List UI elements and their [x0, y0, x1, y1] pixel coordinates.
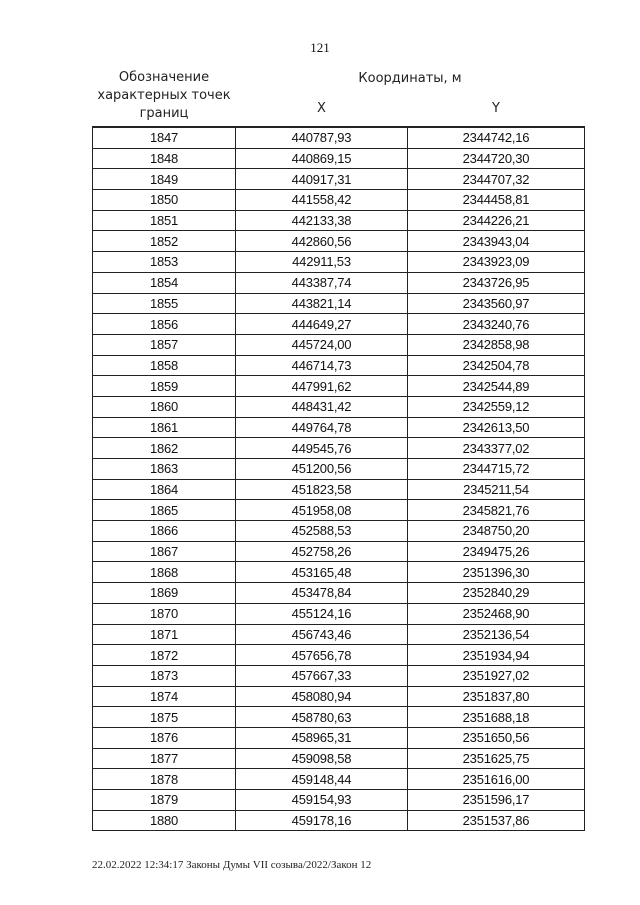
y-coordinate-cell: 2351927,02: [408, 665, 585, 686]
x-coordinate-cell: 457667,33: [236, 665, 408, 686]
x-coordinate-cell: 440787,93: [236, 127, 408, 148]
x-coordinate-cell: 453165,48: [236, 562, 408, 583]
x-coordinate-cell: 459098,58: [236, 748, 408, 769]
point-number-cell: 1867: [93, 541, 236, 562]
y-coordinate-cell: 2344715,72: [408, 459, 585, 480]
table-row: [93, 190, 585, 211]
y-coordinate-cell: 2343943,04: [408, 231, 585, 252]
point-number-cell: 1847: [93, 127, 236, 148]
y-coordinate-cell: 2342559,12: [408, 396, 585, 417]
table-row: [93, 314, 585, 335]
x-coordinate-cell: 447991,62: [236, 376, 408, 397]
x-coordinate-cell: 451823,58: [236, 479, 408, 500]
point-number-cell: 1862: [93, 438, 236, 459]
point-number-cell: 1864: [93, 479, 236, 500]
table-header: [93, 66, 585, 127]
header-points: Обозначение характерных точек границ: [97, 70, 231, 121]
x-coordinate-cell: 449764,78: [236, 417, 408, 438]
y-coordinate-cell: 2351616,00: [408, 769, 585, 790]
y-coordinate-cell: 2344720,30: [408, 148, 585, 169]
table-row: [93, 376, 585, 397]
y-coordinate-cell: 2342504,78: [408, 355, 585, 376]
footer-stamp: 22.02.2022 12:34:17 Законы Думы VII созыва/2022/Закон 12: [92, 859, 372, 871]
x-coordinate-cell: 445724,00: [236, 334, 408, 355]
x-coordinate-cell: 458080,94: [236, 686, 408, 707]
table-row: [93, 645, 585, 666]
point-number-cell: 1856: [93, 314, 236, 335]
coordinates-table: [92, 66, 585, 831]
y-coordinate-cell: 2345211,54: [408, 479, 585, 500]
y-coordinate-cell: 2351537,86: [408, 810, 585, 831]
point-number-cell: 1879: [93, 790, 236, 811]
table-row: [93, 272, 585, 293]
x-coordinate-cell: 443821,14: [236, 293, 408, 314]
table-row: [93, 148, 585, 169]
y-coordinate-cell: 2351837,80: [408, 686, 585, 707]
point-number-cell: 1871: [93, 624, 236, 645]
y-coordinate-cell: 2344226,21: [408, 210, 585, 231]
table-row: [93, 810, 585, 831]
y-coordinate-cell: 2351596,17: [408, 790, 585, 811]
table-row: [93, 727, 585, 748]
x-coordinate-cell: 459178,16: [236, 810, 408, 831]
point-number-cell: 1874: [93, 686, 236, 707]
y-coordinate-cell: 2343377,02: [408, 438, 585, 459]
x-coordinate-cell: 442860,56: [236, 231, 408, 252]
x-coordinate-cell: 449545,76: [236, 438, 408, 459]
table-row: [93, 748, 585, 769]
table-row: [93, 541, 585, 562]
x-coordinate-cell: 451958,08: [236, 500, 408, 521]
table-row: [93, 459, 585, 480]
table-row: [93, 127, 585, 148]
table-row: [93, 438, 585, 459]
point-number-cell: 1855: [93, 293, 236, 314]
y-coordinate-cell: 2342544,89: [408, 376, 585, 397]
table-row: [93, 769, 585, 790]
point-number-cell: 1857: [93, 334, 236, 355]
y-coordinate-cell: 2342613,50: [408, 417, 585, 438]
x-coordinate-cell: 452758,26: [236, 541, 408, 562]
y-coordinate-cell: 2352468,90: [408, 603, 585, 624]
table-row: [93, 417, 585, 438]
x-coordinate-cell: 452588,53: [236, 521, 408, 542]
y-coordinate-cell: 2343923,09: [408, 252, 585, 273]
x-coordinate-cell: 458780,63: [236, 707, 408, 728]
table-row: [93, 603, 585, 624]
table-row: [93, 583, 585, 604]
y-coordinate-cell: 2344742,16: [408, 127, 585, 148]
y-coordinate-cell: 2349475,26: [408, 541, 585, 562]
x-coordinate-cell: 441558,42: [236, 190, 408, 211]
point-number-cell: 1850: [93, 190, 236, 211]
y-coordinate-cell: 2343560,97: [408, 293, 585, 314]
x-coordinate-cell: 440869,15: [236, 148, 408, 169]
table-body: [93, 127, 585, 831]
point-number-cell: 1863: [93, 459, 236, 480]
table-row: [93, 707, 585, 728]
table-row: [93, 169, 585, 190]
point-number-cell: 1880: [93, 810, 236, 831]
y-coordinate-cell: 2342858,98: [408, 334, 585, 355]
point-number-cell: 1854: [93, 272, 236, 293]
y-coordinate-cell: 2351934,94: [408, 645, 585, 666]
x-coordinate-cell: 443387,74: [236, 272, 408, 293]
x-coordinate-cell: 458965,31: [236, 727, 408, 748]
y-coordinate-cell: 2351396,30: [408, 562, 585, 583]
point-number-cell: 1872: [93, 645, 236, 666]
table-row: [93, 293, 585, 314]
x-coordinate-cell: 459154,93: [236, 790, 408, 811]
point-number-cell: 1876: [93, 727, 236, 748]
x-coordinate-cell: 457656,78: [236, 645, 408, 666]
point-number-cell: 1848: [93, 148, 236, 169]
y-coordinate-cell: 2343726,95: [408, 272, 585, 293]
x-coordinate-cell: 446714,73: [236, 355, 408, 376]
table-row: [93, 521, 585, 542]
y-coordinate-cell: 2351688,18: [408, 707, 585, 728]
y-coordinate-cell: 2348750,20: [408, 521, 585, 542]
x-coordinate-cell: 455124,16: [236, 603, 408, 624]
x-coordinate-cell: 442133,38: [236, 210, 408, 231]
point-number-cell: 1858: [93, 355, 236, 376]
point-number-cell: 1865: [93, 500, 236, 521]
page-number: 121: [310, 40, 330, 55]
y-coordinate-cell: 2351650,56: [408, 727, 585, 748]
point-number-cell: 1877: [93, 748, 236, 769]
table-row: [93, 562, 585, 583]
table-row: [93, 790, 585, 811]
y-coordinate-cell: 2343240,76: [408, 314, 585, 335]
x-coordinate-cell: 440917,31: [236, 169, 408, 190]
table-row: [93, 355, 585, 376]
table-row: [93, 396, 585, 417]
point-number-cell: 1875: [93, 707, 236, 728]
header-coordinates: Координаты, м: [358, 70, 462, 86]
table-row: [93, 210, 585, 231]
point-number-cell: 1851: [93, 210, 236, 231]
point-number-cell: 1868: [93, 562, 236, 583]
header-x: X: [317, 100, 326, 116]
x-coordinate-cell: 442911,53: [236, 252, 408, 273]
table-row: [93, 500, 585, 521]
point-number-cell: 1869: [93, 583, 236, 604]
y-coordinate-cell: 2344707,32: [408, 169, 585, 190]
table-row: [93, 334, 585, 355]
y-coordinate-cell: 2351625,75: [408, 748, 585, 769]
x-coordinate-cell: 448431,42: [236, 396, 408, 417]
x-coordinate-cell: 444649,27: [236, 314, 408, 335]
point-number-cell: 1873: [93, 665, 236, 686]
table-row: [93, 231, 585, 252]
point-number-cell: 1878: [93, 769, 236, 790]
table-row: [93, 479, 585, 500]
y-coordinate-cell: 2344458,81: [408, 190, 585, 211]
table-row: [93, 624, 585, 645]
table-row: [93, 665, 585, 686]
point-number-cell: 1852: [93, 231, 236, 252]
y-coordinate-cell: 2352136,54: [408, 624, 585, 645]
x-coordinate-cell: 453478,84: [236, 583, 408, 604]
point-number-cell: 1861: [93, 417, 236, 438]
y-coordinate-cell: 2352840,29: [408, 583, 585, 604]
y-coordinate-cell: 2345821,76: [408, 500, 585, 521]
point-number-cell: 1860: [93, 396, 236, 417]
table-row: [93, 686, 585, 707]
x-coordinate-cell: 456743,46: [236, 624, 408, 645]
point-number-cell: 1849: [93, 169, 236, 190]
x-coordinate-cell: 451200,56: [236, 459, 408, 480]
x-coordinate-cell: 459148,44: [236, 769, 408, 790]
table-row: [93, 252, 585, 273]
point-number-cell: 1870: [93, 603, 236, 624]
point-number-cell: 1853: [93, 252, 236, 273]
header-y: Y: [492, 100, 500, 116]
point-number-cell: 1866: [93, 521, 236, 542]
point-number-cell: 1859: [93, 376, 236, 397]
